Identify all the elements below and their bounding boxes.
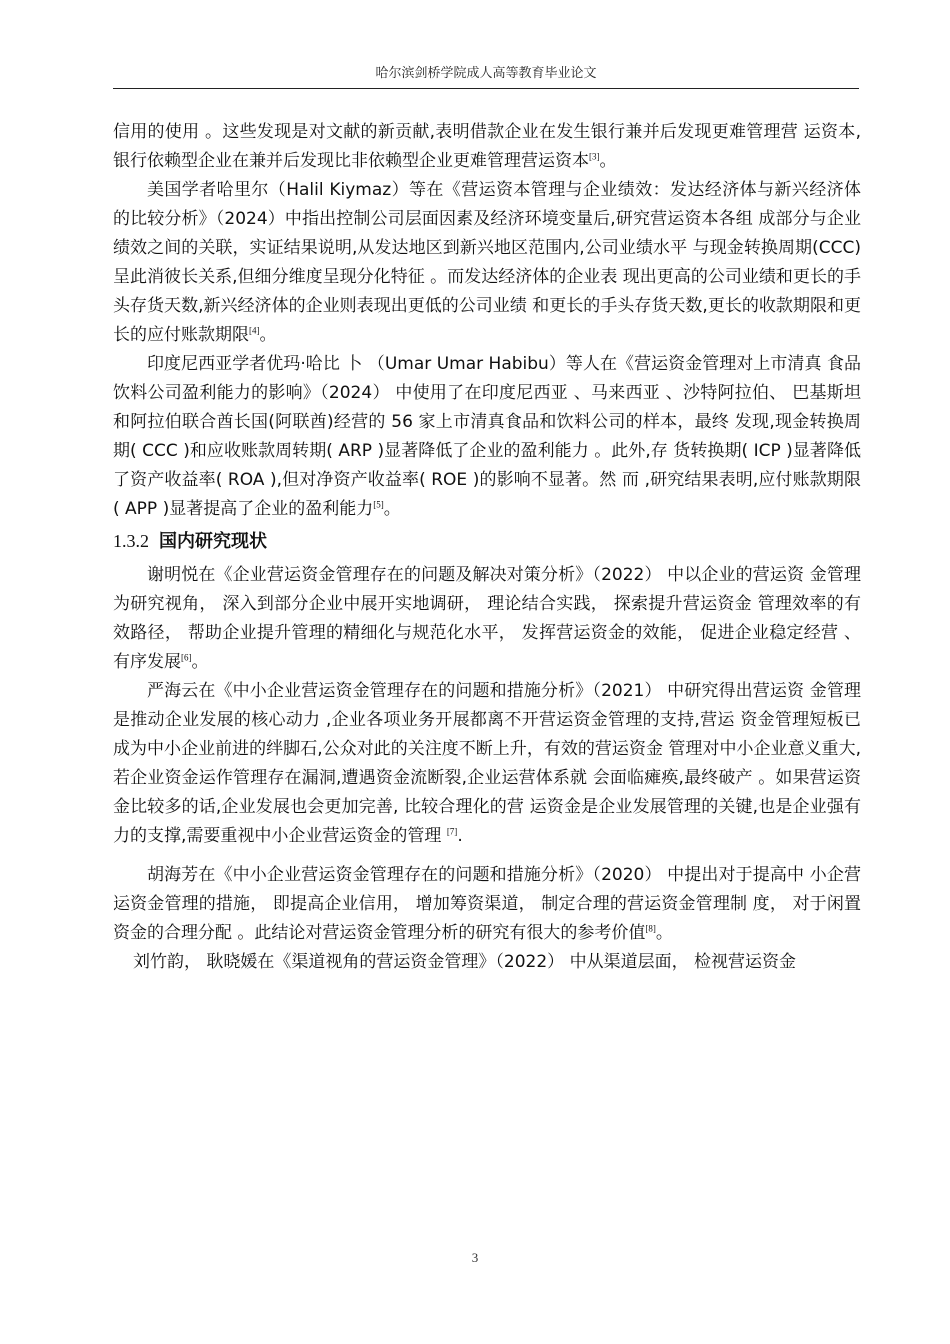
paragraph-text: 胡海芳在《中小企业营运资金管理存在的问题和措施分析》（2020） 中提出对于提高中 小企营运资金管理的措施， 即提高企业信用， 增加筹资渠道， 制定合理的营运资金管理制 度， 对于闲置资金的合理分配 。此结论对营运资金管理分析的研究有很大的参考价值	[113, 865, 861, 943]
citation-ref: [6]	[181, 652, 192, 663]
paragraph-end: 。	[599, 151, 617, 171]
paragraph-text: 信用的使用 。这些发现是对文献的新贡献,表明借款企业在发生银行兼并后发现更难管理营 运资本,银行依赖型企业在兼并后发现比非依赖型企业更难管理营运资本	[113, 122, 861, 171]
citation-ref: [8]	[645, 923, 656, 934]
paragraph-2	[113, 176, 861, 350]
paragraph-7	[113, 948, 861, 977]
paragraph-end: .	[457, 826, 463, 846]
citation-ref: [5]	[373, 499, 384, 510]
section-title: 国内研究现状	[159, 531, 267, 552]
section-heading	[113, 526, 861, 557]
document-body	[113, 118, 861, 977]
paragraph-end: 。	[383, 499, 401, 519]
page-header	[113, 64, 859, 89]
header-title: 哈尔滨剑桥学院成人高等教育毕业论文	[375, 66, 597, 81]
paragraph-text: 严海云在《中小企业营运资金管理存在的问题和措施分析》（2021） 中研究得出营运资 金管理是推动企业发展的核心动力 ,企业各项业务开展都离不开营运资金管理的支持,营运 资金管理短板已成为中小企业前进的绊脚石,公众对此的关注度不断上升，有效的营运资金 管理对中小企业意义重大,若企业资金运作管理存在漏洞,遭遇资金流断裂,企业运营体系就 会面临瘫痪,最终破产 。如果营运资金比较多的话,企业发展也会更加完善, 比较合理化的营 运资金是企业发展管理的关键,也是企业强有力的支撑,需要重视中小企业营运资金的管理	[113, 681, 861, 846]
paragraph-text: 刘竹韵， 耿晓媛在《渠道视角的营运资金管理》（2022） 中从渠道层面， 检视营运资金	[133, 952, 796, 972]
paragraph-end: 。	[191, 652, 209, 672]
citation-ref: [4]	[249, 325, 260, 336]
section-number: 1.3.2	[113, 531, 149, 551]
paragraph-5	[113, 677, 861, 851]
paragraph-end: 。	[259, 325, 277, 345]
page-number: 3	[471, 1250, 479, 1265]
paragraph-end: 。	[655, 923, 673, 943]
paragraph-3	[113, 350, 861, 524]
paragraph-6	[113, 861, 861, 948]
paragraph-text: 印度尼西亚学者优玛·哈比 卜 （Umar Umar Habibu）等人在《营运资金管理对上市清真 食品饮料公司盈利能力的影响》（2024） 中使用了在印度尼西亚 、马来西亚 、沙特阿拉伯、 巴基斯坦和阿拉伯联合酋长国(阿联酋)经营的 56 家上市清真食品和饮料公司的样本，最终 发现,现金转换周期( CCC )和应收账款周转期( ARP )显著降低了企业的盈利能力 。此外,存 货转换期( ICP )显著降低了资产收益率( ROA ),但对净资产收益率( ROE )的影响不显著。然 而 ,研究结果表明,应付账款期限( APP )显著提高了企业的盈利能力	[113, 354, 861, 519]
paragraph-1	[113, 118, 861, 176]
paragraph-text: 谢明悦在《企业营运资金管理存在的问题及解决对策分析》（2022） 中以企业的营运资 金管理为研究视角， 深入到部分企业中展开实地调研， 理论结合实践， 探索提升营运资金 管理效率的有效路径， 帮助企业提升管理的精细化与规范化水平， 发挥营运资金的效能， 促进企业稳定经营 、有序发展	[113, 565, 861, 672]
citation-ref: [7]	[446, 826, 458, 837]
citation-ref: [3]	[589, 151, 600, 162]
paragraph-4	[113, 561, 861, 677]
paragraph-text: 美国学者哈里尔（Halil Kiymaz）等在《营运资本管理与企业绩效：发达经济体与新兴经济体的比较分析》（2024）中指出控制公司层面因素及经济环境变量后,研究营运资本各组 成部分与企业绩效之间的关联，实证结果说明,从发达地区到新兴地区范围内,公司业绩水平 与现金转换周期(CCC)呈此消彼长关系,但细分维度呈现分化特征 。而发达经济体的企业表 现出更高的公司业绩和更长的手头存货天数,新兴经济体的企业则表现出更低的公司业绩 和更长的手头存货天数,更长的收款期限和更长的应付账款期限	[113, 180, 861, 345]
